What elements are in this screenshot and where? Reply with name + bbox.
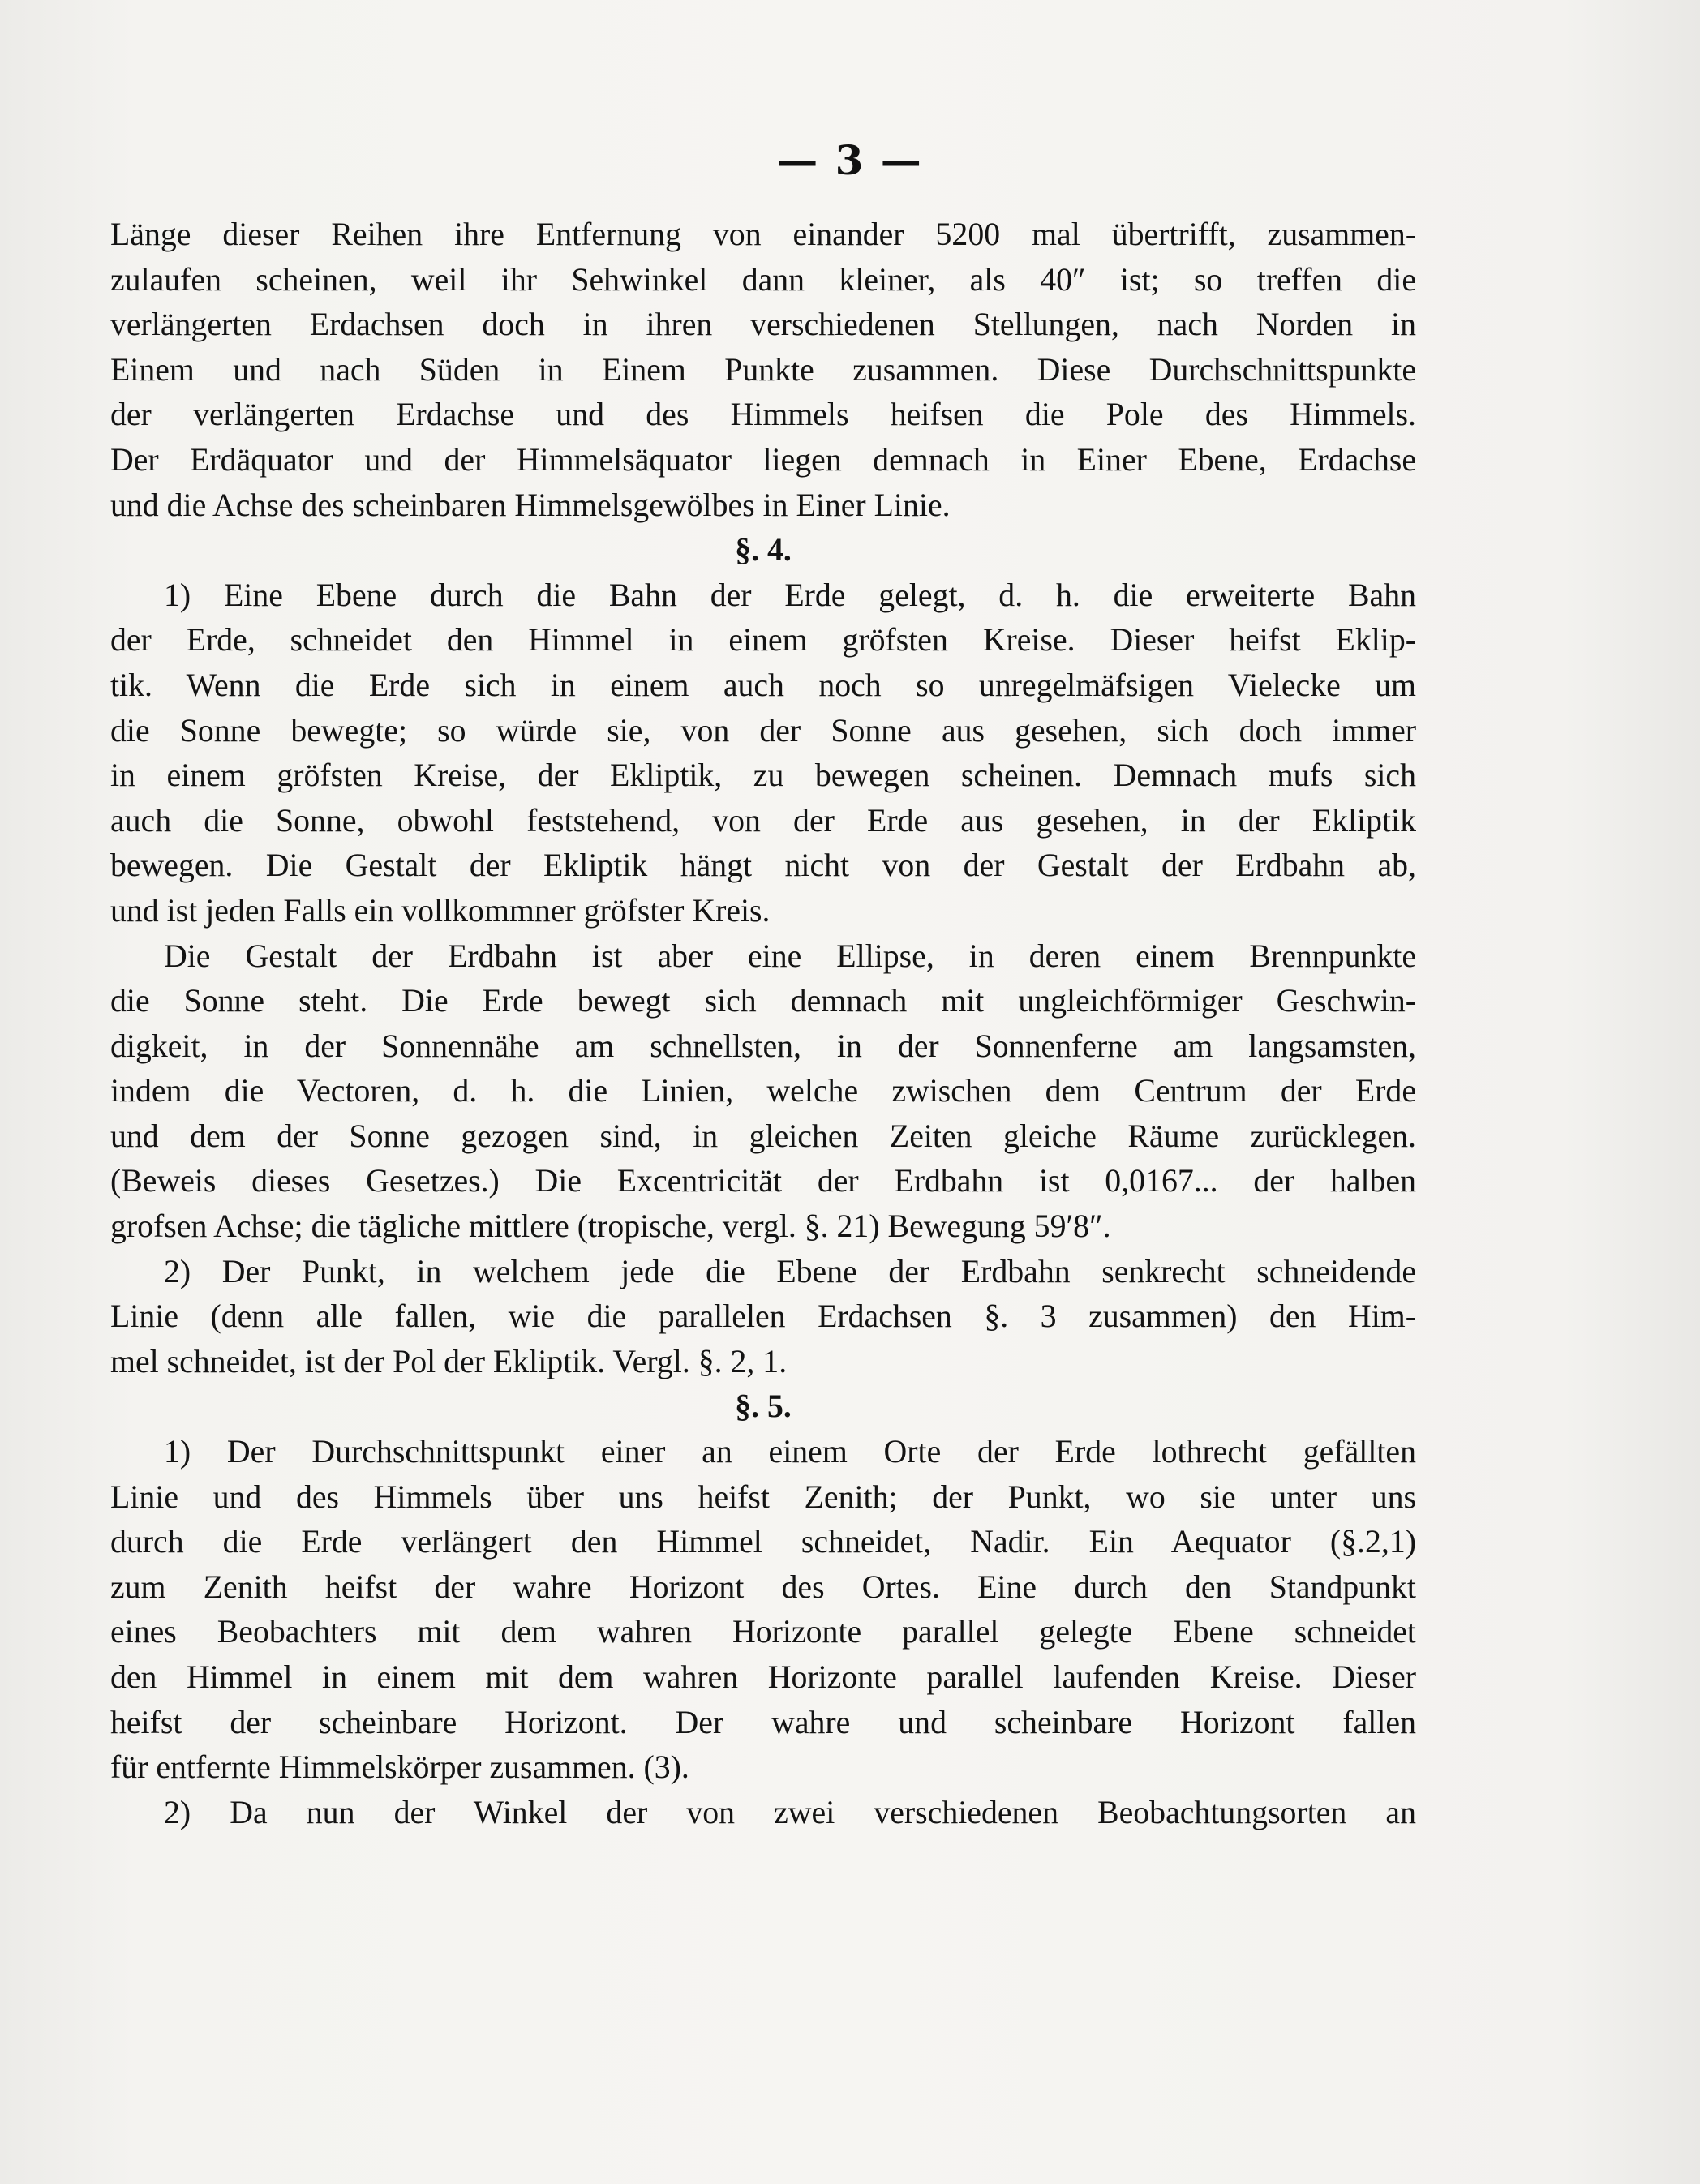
text-line: verlängerten Erdachsen doch in ihren verschiedenen Stellungen, nach Norden in [110,307,1416,343]
text-line: und dem der Sonne gezogen sind, in gleichen Zeiten gleiche Räume zurücklegen. [110,1118,1416,1154]
text-line: zum Zenith heifst der wahre Horizont des Ortes. Eine durch den Standpunkt [110,1568,1416,1605]
page-number: — 3 — [777,136,923,184]
text-line: in einem gröfsten Kreise, der Ekliptik, zu bewegen scheinen. Demnach mufs sich [110,757,1416,794]
text-line: bewegen. Die Gestalt der Ekliptik hängt nicht von der Gestalt der Erdbahn ab, [110,847,1416,884]
text-line: 2) Der Punkt, in welchem jede die Ebene der Erdbahn senkrecht schneidende [164,1253,1416,1289]
body-text [110,212,1416,1835]
text-line: digkeit, in der Sonnennähe am schnellsten, in der Sonnenferne am langsamsten, [110,1028,1416,1064]
text-line: zulaufen scheinen, weil ihr Sehwinkel dann kleiner, als 40″ ist; so treffen die [110,261,1416,298]
text-line: und ist jeden Falls ein vollkommner gröfster Kreis. [110,892,771,929]
text-line: indem die Vectoren, d. h. die Linien, welche zwischen dem Centrum der Erde [110,1073,1416,1109]
text-line: Einem und nach Süden in Einem Punkte zusammen. Diese Durchschnittspunkte [110,351,1416,388]
text-line: die Sonne steht. Die Erde bewegt sich demnach mit ungleichförmiger Geschwin- [110,983,1416,1019]
text-line: die Sonne bewegte; so würde sie, von der Sonne aus gesehen, sich doch immer [110,712,1416,749]
text-line: der verlängerten Erdachse und des Himmels heifsen die Pole des Himmels. [110,397,1416,433]
text-line: Linie (denn alle fallen, wie die parallelen Erdachsen §. 3 zusammen) den Him- [110,1298,1416,1335]
text-line: Linie und des Himmels über uns heifst Zenith; der Punkt, wo sie unter uns [110,1478,1416,1515]
section-heading: §. 5. [735,1388,792,1425]
text-line: grofsen Achse; die tägliche mittlere (tropische, vergl. §. 21) Bewegung 59′8″. [110,1208,1111,1245]
text-line: 1) Eine Ebene durch die Bahn der Erde gelegt, d. h. die erweiterte Bahn [164,577,1416,613]
text-line: eines Beobachters mit dem wahren Horizonte parallel gelegte Ebene schneidet [110,1614,1416,1650]
text-line: auch die Sonne, obwohl feststehend, von der Erde aus gesehen, in der Ekliptik [110,802,1416,839]
text-line: und die Achse des scheinbaren Himmelsgewölbes in Einer Linie. [110,487,951,523]
text-line: 2) Da nun der Winkel der von zwei verschiedenen Beobachtungsorten an [164,1794,1416,1830]
text-line: für entfernte Himmelskörper zusammen. (3). [110,1749,689,1786]
text-line: der Erde, schneidet den Himmel in einem gröfsten Kreise. Dieser heifst Eklip- [110,622,1416,659]
text-line: Der Erdäquator und der Himmelsäquator liegen demnach in Einer Ebene, Erdachse [110,441,1416,478]
text-line: den Himmel in einem mit dem wahren Horizonte parallel laufenden Kreise. Dieser [110,1659,1416,1695]
text-line: mel schneidet, ist der Pol der Ekliptik. Vergl. §. 2, 1. [110,1343,788,1379]
section-heading: §. 4. [735,532,792,569]
text-line: durch die Erde verlängert den Himmel schneidet, Nadir. Ein Aequator (§.2,1) [110,1524,1416,1560]
text-line: (Beweis dieses Gesetzes.) Die Excentricität der Erdbahn ist 0,0167... der halben [110,1163,1416,1199]
text-line: 1) Der Durchschnittspunkt einer an einem Orte der Erde lothrecht gefällten [164,1434,1416,1470]
text-line: tik. Wenn die Erde sich in einem auch noch so unregelmäfsigen Vielecke um [110,667,1416,703]
text-line: heifst der scheinbare Horizont. Der wahre und scheinbare Horizont fallen [110,1704,1416,1740]
text-line: Länge dieser Reihen ihre Entfernung von einander 5200 mal übertrifft, zusammen- [110,217,1416,252]
text-line: Die Gestalt der Erdbahn ist aber eine Ellipse, in deren einem Brennpunkte [164,938,1416,974]
